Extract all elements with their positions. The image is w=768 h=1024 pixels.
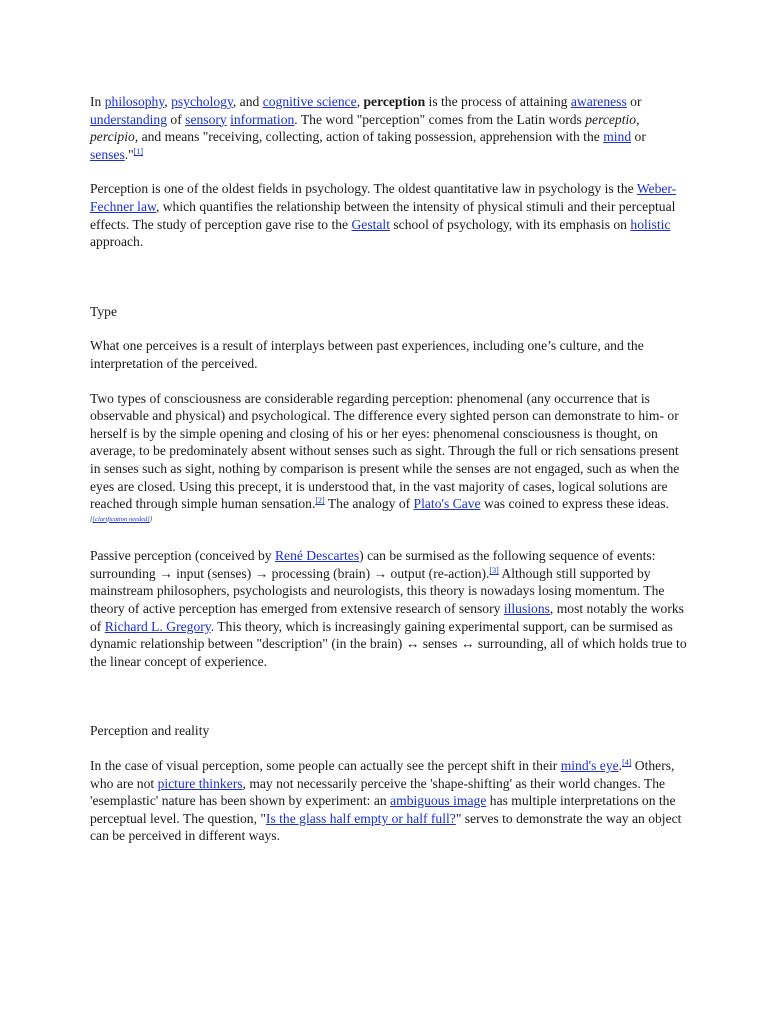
text: Although still supported by mainstream philosophers, psychologists and neurologists, this theory is nowadays losing momentum. The theory of active perception has emerged from extensive research of sensory [90, 565, 665, 617]
link-picture-thinkers[interactable]: picture thinkers [157, 775, 243, 791]
link-richard-gregory[interactable]: Richard L. Gregory [104, 618, 211, 634]
history-paragraph [90, 180, 690, 250]
link-philosophy[interactable]: philosophy [104, 94, 165, 109]
text: and means "receiving, collecting, action of taking possession, apprehension with the [138, 129, 604, 145]
text: , may not necessarily perceive the 'shape-shifting' as their world changes. The 'esemplastic' nature has been shown by experiment: an [90, 775, 666, 809]
link-information[interactable]: information [230, 111, 295, 127]
intro-paragraph [90, 93, 690, 163]
text: Passive perception (conceived by [90, 548, 275, 564]
text: was coined to express these ideas. [480, 496, 669, 512]
text: of [167, 111, 186, 127]
text: , [356, 94, 364, 109]
link-illusions[interactable]: illusions [503, 601, 550, 617]
text: . This theory, which is increasingly gaining experimental support, can be surmised as dynamic relationship between "description" (in the brain) ↔ senses ↔ surrounding, all of which holds true to the linear concept of experience. [90, 618, 687, 669]
reference-link-2[interactable]: [2] [315, 496, 325, 506]
consciousness-paragraph [90, 390, 690, 531]
link-rene-descartes[interactable]: René Descartes [274, 548, 360, 564]
clarification-needed-note: [[clarification needed]] [90, 515, 153, 523]
text: . The word "perception" comes from the Latin words [294, 111, 586, 127]
text: approach. [90, 234, 144, 250]
reference-link-3[interactable]: [3] [489, 565, 499, 575]
link-gestalt[interactable]: Gestalt [351, 216, 390, 232]
passive-perception-paragraph [90, 547, 690, 670]
link-psychology[interactable]: psychology [171, 94, 233, 109]
link-awareness[interactable]: awareness [570, 94, 627, 109]
text: , and [232, 94, 263, 109]
reference-link-1[interactable]: [1] [133, 146, 144, 156]
link-platos-cave[interactable]: Plato's Cave [413, 496, 481, 512]
section-heading-type: Type [90, 303, 117, 319]
link-cognitive-science[interactable]: cognitive science [262, 94, 357, 109]
text: school of psychology, with its emphasis on [389, 216, 631, 232]
text: In [90, 94, 105, 109]
term-perception: perception [363, 94, 426, 109]
visual-perception-paragraph [90, 757, 690, 845]
text: is the process of attaining [425, 94, 571, 109]
text: , most notably the works of [90, 601, 684, 634]
text: or [631, 129, 646, 145]
document-body [90, 93, 690, 845]
text: has multiple interpretations on the perceptual level. The question, " [90, 793, 676, 826]
link-glass-half-empty[interactable]: Is the glass half empty or half full? [265, 810, 456, 826]
text: . [618, 758, 623, 774]
reference-2 [315, 496, 324, 505]
text: In the case of visual perception, some people can actually see the percept shift in their [90, 758, 561, 774]
link-ambiguous-image[interactable]: ambiguous image [390, 793, 487, 809]
text: , which quantifies the relationship between the intensity of physical stimuli and their perceptual effects. The study of perception gave rise to the [90, 198, 676, 232]
text: ) can be surmised as the following sequence of events: surrounding → input (senses) → processing (brain) → output (re-action). [90, 548, 656, 581]
text: Others, who are not [90, 758, 675, 791]
interplay-paragraph: What one perceives is a result of interplays between past experiences, including one’s culture, and the interpretation of the perceived. [90, 338, 644, 371]
latin-words: perceptio, percipio, [90, 111, 640, 145]
reference-4 [622, 758, 631, 767]
link-senses[interactable]: senses [90, 146, 125, 162]
text: ." [124, 146, 134, 162]
text: The analogy of [324, 496, 414, 512]
reference-link-4[interactable]: [4] [622, 758, 632, 768]
link-weber-fechner-law[interactable]: Weber-Fechner law [90, 181, 677, 214]
section-heading-perception-and-reality: Perception and reality [90, 723, 210, 739]
text: Two types of consciousness are considerable regarding perception: phenomenal (any occurrence that is observable and physical) and psychological. The difference every sighted person can demonstrate to him- or herself is by the simple opening and closing of his or her eyes: phenomenal consciousness is thought, on average, to be predominately absent without senses such as sight. Through the full or rich sensations present in senses such as sight, nothing by comparison is present while the senses are not engaged, such as when the eyes are closed. Using this precept, it is understood that, in the vast majority of cases, logical solutions are reached through simple human sensation. [90, 390, 680, 512]
reference-1 [134, 147, 143, 156]
clarification-link[interactable]: [clarification needed] [92, 515, 150, 523]
text: " serves to demonstrate the way an object can be perceived in different ways. [90, 810, 682, 844]
link-minds-eye[interactable]: mind's eye [560, 758, 619, 774]
text: Perception is one of the oldest fields in psychology. The oldest quantitative law in psychology is the [90, 181, 637, 197]
reference-3 [489, 566, 498, 575]
link-holistic[interactable]: holistic [630, 216, 671, 232]
link-understanding[interactable]: understanding [90, 111, 168, 127]
link-sensory[interactable]: sensory [185, 111, 227, 127]
link-mind[interactable]: mind [603, 129, 632, 145]
text: or [626, 94, 642, 109]
text: , [164, 94, 172, 109]
